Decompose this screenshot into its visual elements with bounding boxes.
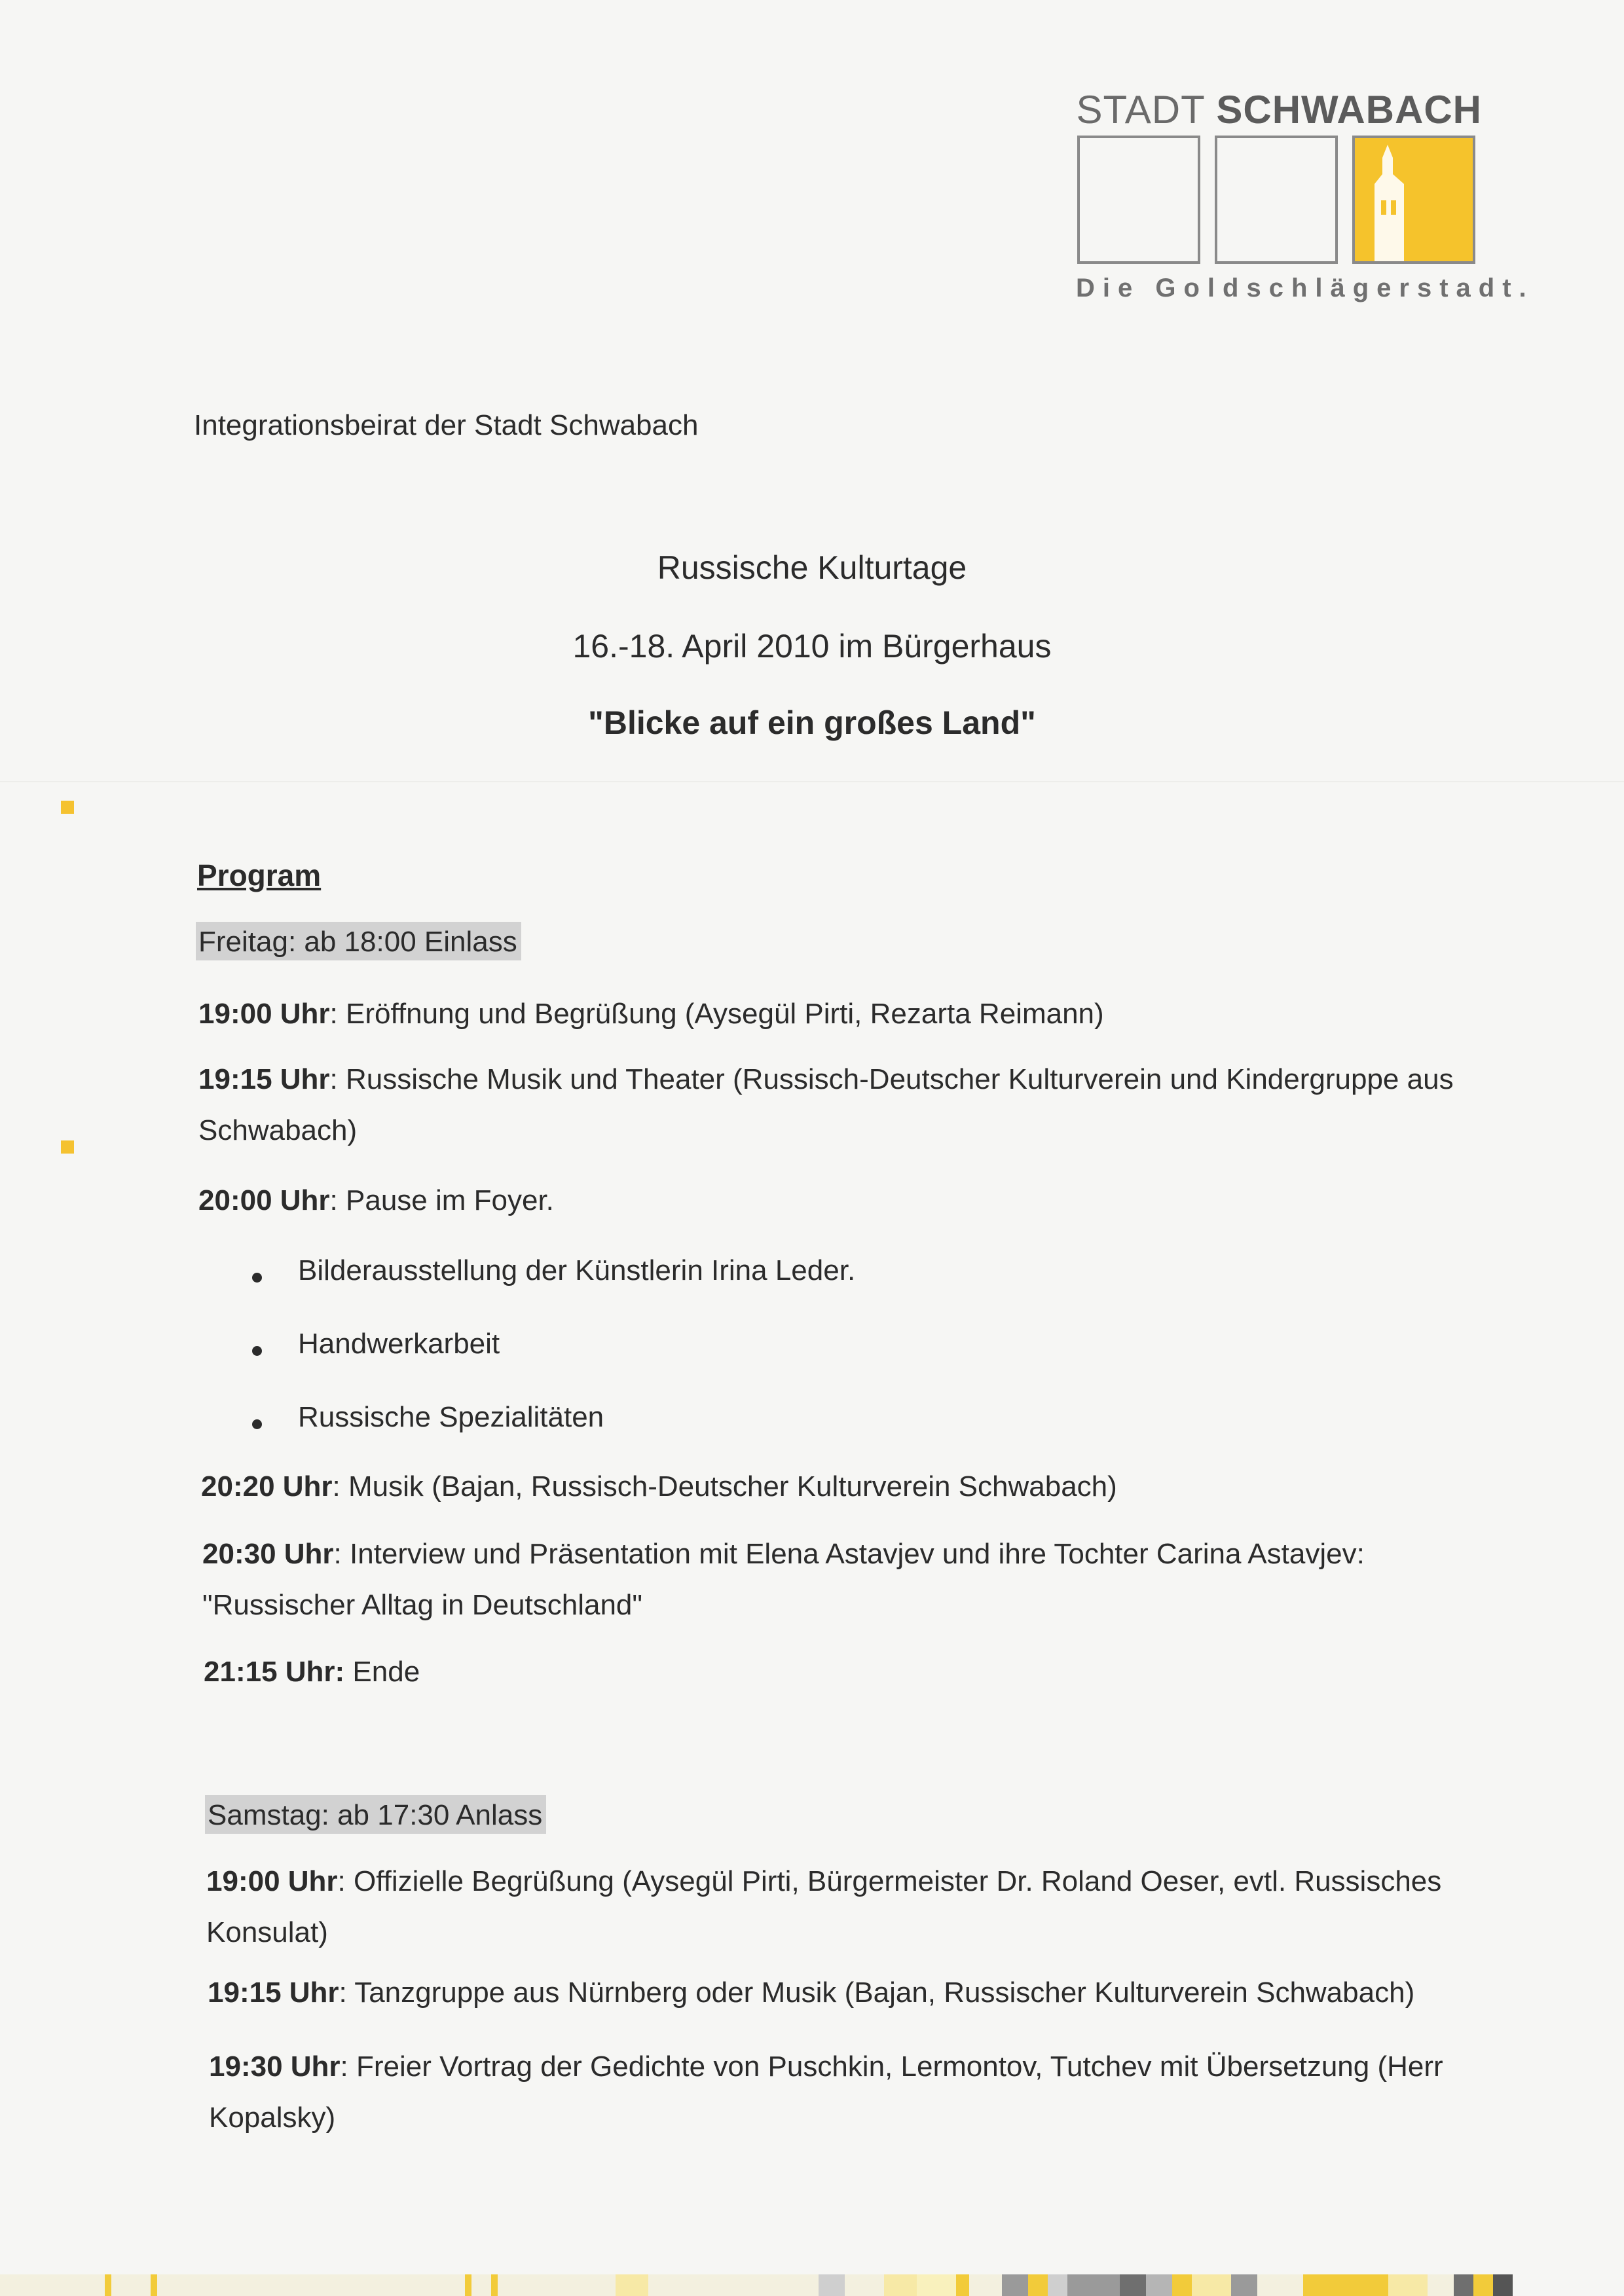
church-tower-icon — [1355, 138, 1473, 261]
punch-marker — [61, 1140, 74, 1154]
day-heading-friday: Freitag: ab 18:00 Einlass — [196, 926, 521, 958]
bullet-icon — [252, 1419, 262, 1429]
program-entry: 20:30 Uhr: Interview und Präsentation mit Elena Astavjev und ihre Tochter Carina Astavjev: "Russischer Alltag in Deutschland" — [202, 1538, 1365, 1621]
paper-fold — [0, 781, 1624, 783]
logo-box-church — [1352, 136, 1475, 264]
logo-box — [1215, 136, 1338, 264]
event-motto: "Blicke auf ein großes Land" — [588, 704, 1036, 741]
program-entry: 19:15 Uhr: Russische Musik und Theater (Russisch-Deutscher Kulturverein und Kindergruppe aus Schwabach) — [198, 1063, 1454, 1146]
event-title: Russische Kulturtage — [657, 549, 967, 586]
program-entry: 20:20 Uhr: Musik (Bajan, Russisch-Deutscher Kulturverein Schwabach) — [201, 1470, 1117, 1503]
logo-box — [1077, 136, 1200, 264]
bullet-icon — [252, 1346, 262, 1356]
program-entry: 19:00 Uhr: Eröffnung und Begrüßung (Aysegül Pirti, Rezarta Reimann) — [198, 998, 1104, 1030]
bullet-icon — [252, 1273, 262, 1283]
program-entry: 19:00 Uhr: Offizielle Begrüßung (Aysegül Pirti, Bürgermeister Dr. Roland Oeser, evtl. Russisches Konsulat) — [206, 1865, 1442, 1948]
program-entry: 19:15 Uhr: Tanzgruppe aus Nürnberg oder Musik (Bajan, Russischer Kulturverein Schwabach) — [208, 1977, 1415, 2009]
day-heading-saturday: Samstag: ab 17:30 Anlass — [205, 1799, 546, 1832]
bullet-item: Bilderausstellung der Künstlerin Irina Leder. — [298, 1254, 856, 1286]
organization-name: Integrationsbeirat der Stadt Schwabach — [194, 409, 699, 441]
bullet-item: Handwerkarbeit — [298, 1328, 500, 1360]
program-entry: 19:30 Uhr: Freier Vortrag der Gedichte von Puschkin, Lermontov, Tutchev mit Übersetzung (Herr Kopalsky) — [209, 2050, 1443, 2134]
program-entry: 21:15 Uhr: Ende — [204, 1656, 420, 1688]
stadt-schwabach-logo — [1076, 87, 1534, 310]
logo-title: STADT SCHWABACH — [1076, 88, 1482, 132]
event-dates: 16.-18. April 2010 im Bürgerhaus — [572, 628, 1052, 665]
logo-subtitle: Die Goldschlägerstadt. — [1076, 274, 1534, 302]
program-title: Program — [197, 858, 322, 892]
color-calibration-stripe — [0, 2274, 1624, 2296]
punch-marker — [61, 801, 74, 814]
program-entry: 20:00 Uhr: Pause im Foyer. — [198, 1184, 554, 1216]
bullet-item: Russische Spezialitäten — [298, 1401, 604, 1433]
